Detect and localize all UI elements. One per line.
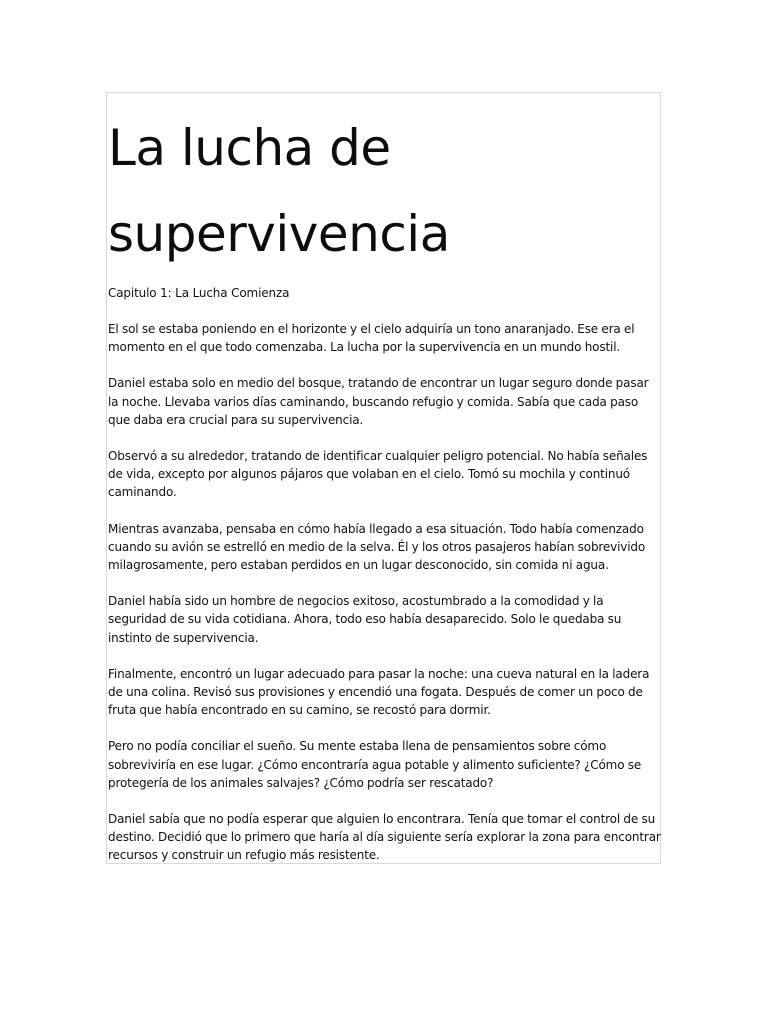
paragraph-2: Daniel estaba solo en medio del bosque, tratando de encontrar un lugar seguro donde pasar la noche. Llevaba varios días caminando, buscando refugio y comida. Sabía que cada paso que daba era crucial para su supervivencia. (108, 376, 649, 427)
document-title: La lucha de supervivencia (108, 119, 450, 263)
paragraph-3: Observó a su alrededor, tratando de identificar cualquier peligro potencial. No había señales de vida, excepto por algunos pájaros que volaban en el cielo. Tomó su mochila y continuó caminando. (108, 449, 648, 500)
paragraph-5: Daniel había sido un hombre de negocios exitoso, acostumbrado a la comodidad y la seguridad de su vida cotidiana. Ahora, todo eso había desaparecido. Solo le quedaba su instinto de supervivencia. (108, 594, 622, 645)
paragraph-1: El sol se estaba poniendo en el horizonte y el cielo adquiría un tono anaranjado. Ese era el momento en el que todo comenzaba. La lucha por la supervivencia en un mundo hostil. (108, 322, 635, 355)
paragraph-6: Finalmente, encontró un lugar adecuado para pasar la noche: una cueva natural en la ladera de una colina. Revisó sus provisiones y encendió una fogata. Después de comer un poco de fruta que había encontrado en su camino, se recostó para dormir. (108, 666, 650, 718)
document-page (106, 92, 661, 864)
paragraph-4: Mientras avanzaba, pensaba en cómo había llegado a esa situación. Todo había comenzado cuando su avión se estrelló en medio de la selva. Él y los otros pasajeros habían sobrevivido milagrosamente, pero estaban perdidos en un lugar desconocido, sin comida ni agua. (108, 521, 646, 573)
document-content (108, 93, 661, 865)
paragraph-7: Pero no podía conciliar el sueño. Su mente estaba llena de pensamientos sobre cómo sobreviviría en ese lugar. ¿Cómo encontraría agua potable y alimento suficiente? ¿Cómo se protegería de los animales salvajes? ¿Cómo podría ser rescatado? (108, 739, 642, 790)
paragraph-8: Daniel sabía que no podía esperar que alguien lo encontrara. Tenía que tomar el control de su destino. Decidió que lo primero que haría al día siguiente sería explorar la zona para encontrar recursos y construir un refugio más resistente. (108, 812, 661, 863)
chapter-heading: Capitulo 1: La Lucha Comienza (108, 286, 290, 300)
